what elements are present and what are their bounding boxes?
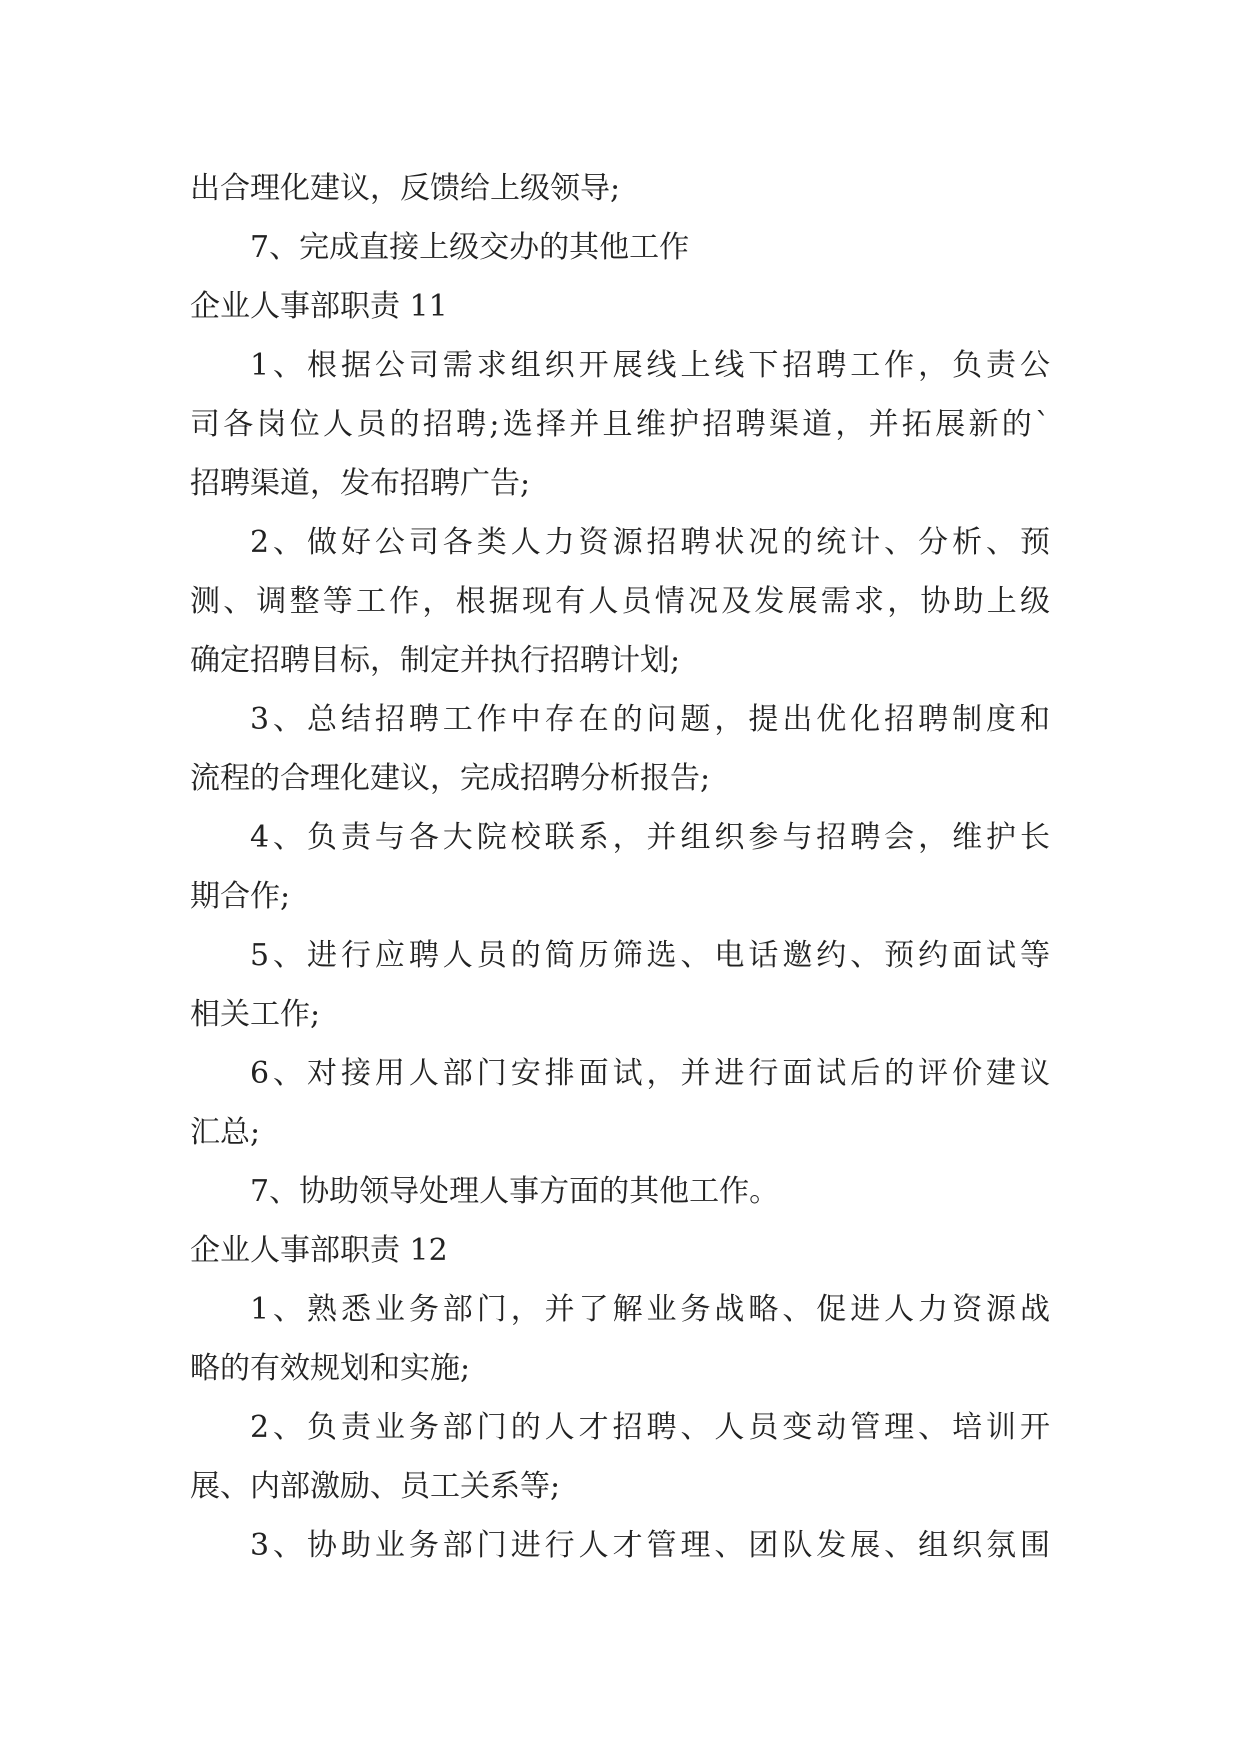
text-line: 3、协助业务部门进行人才管理、团队发展、组织氛围 bbox=[250, 1528, 1050, 1563]
section-heading: 企业人事部职责 12 bbox=[190, 1233, 448, 1268]
text-line: 司各岗位人员的招聘;选择并且维护招聘渠道，并拓展新的` bbox=[190, 407, 1050, 442]
document-body bbox=[190, 159, 1050, 1575]
text-line: 展、内部激励、员工关系等; bbox=[190, 1469, 561, 1504]
text-line: 汇总; bbox=[190, 1115, 261, 1150]
text-line: 7、协助领导处理人事方面的其他工作。 bbox=[250, 1174, 780, 1209]
text-line: 期合作; bbox=[190, 879, 291, 914]
text-line: 测、调整等工作，根据现有人员情况及发展需求，协助上级 bbox=[190, 584, 1050, 619]
section-heading: 企业人事部职责 11 bbox=[190, 289, 448, 324]
text-line: 招聘渠道，发布招聘广告; bbox=[190, 466, 531, 501]
text-line: 确定招聘目标，制定并执行招聘计划; bbox=[190, 643, 681, 678]
text-line: 略的有效规划和实施; bbox=[190, 1351, 471, 1386]
text-line: 1、熟悉业务部门，并了解业务战略、促进人力资源战 bbox=[250, 1292, 1050, 1327]
text-line: 3、总结招聘工作中存在的问题，提出优化招聘制度和 bbox=[250, 702, 1050, 737]
text-line: 6、对接用人部门安排面试，并进行面试后的评价建议 bbox=[250, 1056, 1050, 1091]
text-line: 2、负责业务部门的人才招聘、人员变动管理、培训开 bbox=[250, 1410, 1050, 1445]
text-line: 1、根据公司需求组织开展线上线下招聘工作，负责公 bbox=[250, 348, 1050, 383]
text-line: 4、负责与各大院校联系，并组织参与招聘会，维护长 bbox=[250, 820, 1050, 855]
text-line: 5、进行应聘人员的简历筛选、电话邀约、预约面试等 bbox=[250, 938, 1050, 973]
text-line: 流程的合理化建议，完成招聘分析报告; bbox=[190, 761, 711, 796]
text-line: 相关工作; bbox=[190, 997, 321, 1032]
text-line: 7、完成直接上级交办的其他工作 bbox=[250, 230, 690, 265]
text-line: 2、做好公司各类人力资源招聘状况的统计、分析、预 bbox=[250, 525, 1050, 560]
text-line: 出合理化建议，反馈给上级领导; bbox=[190, 171, 621, 206]
